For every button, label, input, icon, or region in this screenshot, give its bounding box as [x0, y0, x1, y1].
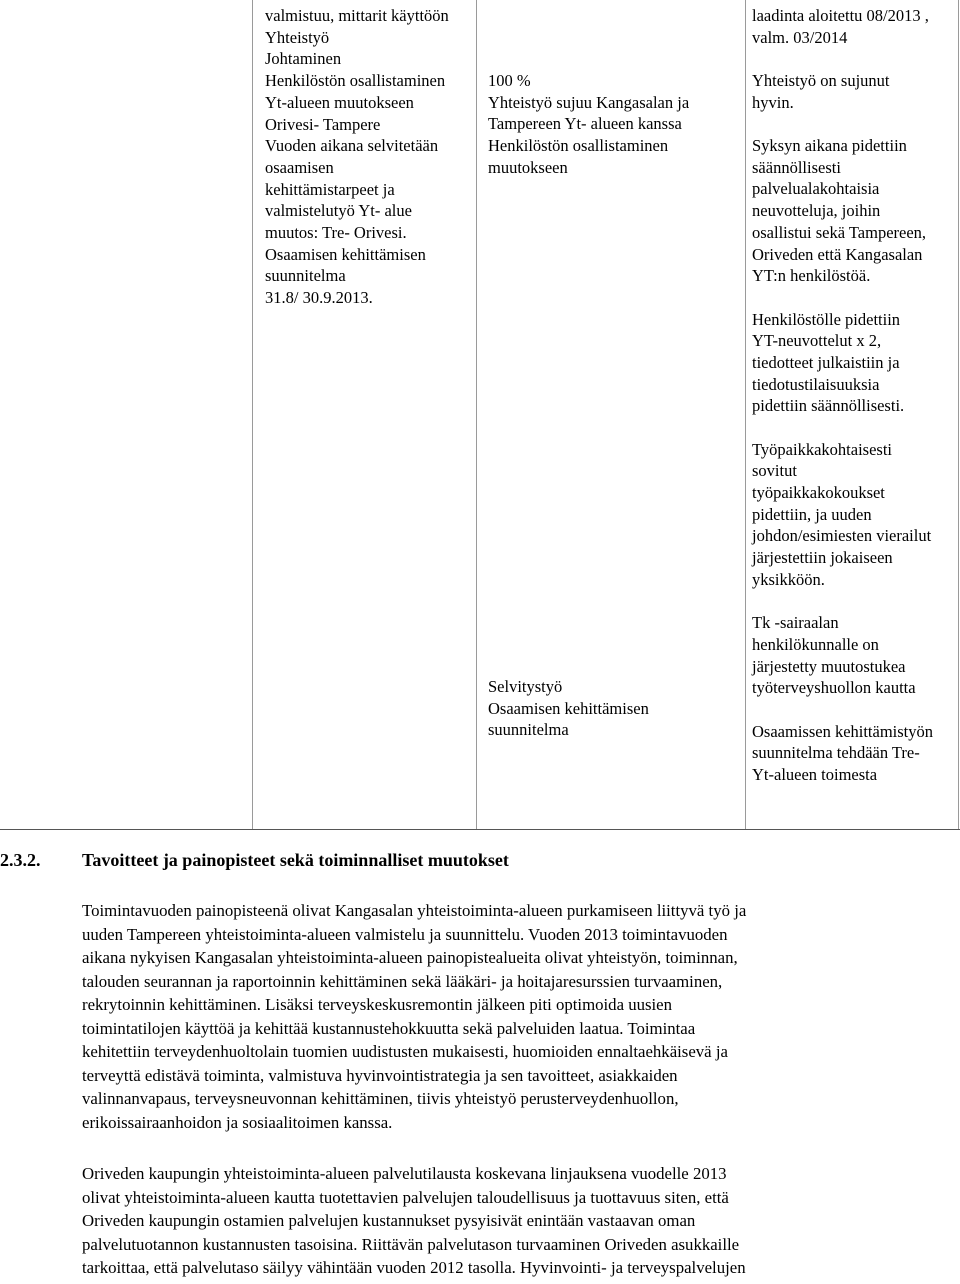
cell-line: pidettiin säännöllisesti. [752, 396, 905, 416]
table-bottom-border [0, 829, 960, 830]
paragraph-line: aikana nykyisen Kangasalan yhteistoiminta-alueen painopistealueita olivat yhteistyön, toiminnan, [82, 948, 738, 967]
cell-line: osallistui sekä Tampereen, [752, 222, 927, 242]
cell-line: valmistuu, mittarit käyttöön [265, 6, 449, 25]
cell-line: osaamisen [265, 157, 334, 177]
cell-line: YT-neuvottelut x 2, [752, 331, 882, 351]
paragraph-line: Oriveden kaupungin yhteistoiminta-alueen palvelutilausta koskevana linjauksena vuodelle 2013 [82, 1164, 727, 1183]
cell-line: työterveyshuollon kautta [752, 678, 916, 698]
cell-line: valmistelutyö Yt- alue [265, 201, 412, 221]
cell-line: kehittämistarpeet ja [265, 179, 395, 199]
table-cell-achievement-2 [488, 676, 649, 741]
cell-line: Osaamisen kehittämisen [265, 244, 426, 264]
paragraph-line: Oriveden kaupungin ostamien palvelujen kustannukset pysyisivät enintään vastaavan oman [82, 1211, 696, 1230]
cell-line: henkilökunnalle on [752, 634, 879, 654]
cell-line: Vuoden aikana selvitetään [265, 136, 439, 156]
paragraph-line: Toimintavuoden painopisteenä olivat Kangasalan yhteistoiminta-alueen purkamiseen liittyvä työ ja [82, 901, 747, 920]
paragraph-line: rekrytoinnin kehittäminen. Lisäksi terveyskeskusremontin jälkeen piti optimoida uusien [82, 995, 673, 1014]
cell-line: Yhteistyö on sujunut [752, 71, 890, 90]
paragraph-line: uuden Tampereen yhteistoiminta-alueen valmistelu ja suunnittelu. Vuoden 2013 toimintavuoden [82, 924, 728, 944]
body-paragraph-1 [82, 899, 952, 1134]
cell-line: Osaamissen kehittämistyön [752, 721, 934, 741]
cell-line: muutokseen [488, 157, 568, 177]
cell-line: Selvitystyö [488, 677, 563, 696]
table-divider-1 [476, 0, 477, 829]
section-title: Tavoitteet ja painopisteet sekä toiminnalliset muutokset [82, 850, 509, 870]
cell-line: 100 % [488, 71, 531, 90]
cell-line: säännöllisesti [752, 157, 841, 177]
cell-line: suunnitelma [265, 266, 346, 286]
cell-line: Tampereen Yt- alueen kanssa [488, 114, 682, 134]
cell-line: Oriveden että Kangasalan [752, 244, 923, 264]
cell-line: 31.8/ 30.9.2013. [265, 288, 373, 308]
body-paragraph-2 [82, 1162, 952, 1280]
table-border-left [252, 0, 253, 829]
cell-line: Osaamisen kehittämisen [488, 698, 649, 718]
cell-line: yksikköön. [752, 569, 825, 589]
cell-line: Yt-alueen muutokseen [265, 92, 414, 112]
paragraph-line: kehitettiin terveydenhuoltolain tuomien uudistusten mukaisesti, huomioiden ennaltaehkäisevä ja [82, 1042, 728, 1061]
table-cell-evaluation [752, 5, 933, 786]
cell-line: Tk -sairaalan [752, 613, 839, 633]
paragraph-line: erikoissairaanhoidon ja sosiaalitoimen kanssa. [82, 1112, 393, 1132]
table-border-right [958, 0, 959, 829]
cell-line: Yt-alueen toimesta [752, 764, 878, 784]
cell-line: hyvin. [752, 92, 794, 112]
section-number: 2.3.2. [0, 850, 41, 870]
paragraph-line: palvelutuotannon kustannusten tasoisina. Riittävän palvelutason turvaaminen Oriveden asukkaille [82, 1234, 740, 1254]
cell-line: Henkilöstön osallistaminen [265, 71, 446, 91]
cell-line: Henkilöstölle pidettiin [752, 309, 901, 329]
cell-line: sovitut [752, 461, 797, 481]
table-cell-goal [265, 5, 449, 309]
paragraph-line: tarkoittaa, että palvelutaso säilyy vähintään vuoden 2012 tasolla. Hyvinvointi- ja terveyspalvelujen [82, 1258, 746, 1277]
cell-line: Henkilöstön osallistaminen [488, 136, 669, 156]
cell-line: palvelualakohtaisia [752, 179, 880, 199]
cell-line: Yhteistyö sujuu Kangasalan ja [488, 92, 690, 112]
cell-line: Orivesi- Tampere [265, 114, 381, 134]
paragraph-line: toimintatilojen käyttöä ja kehittää kustannustehokkuutta sekä palveluiden laatua. Toimintaa [82, 1018, 696, 1038]
paragraph-line: valinnanvapaus, terveysneuvonnan kehittäminen, tiivis yhteistyö perusterveydenhuollon, [82, 1089, 679, 1108]
cell-line: suunnitelma tehdään Tre- [752, 743, 920, 763]
cell-line: Työpaikkakohtaisesti [752, 439, 892, 459]
cell-line: järjestettiin jokaiseen [752, 548, 893, 568]
cell-line: YT:n henkilöstöä. [752, 266, 871, 286]
paragraph-line: olivat yhteistoiminta-alueen kautta tuotettavien palvelujen taloudellisuus ja tuottavuus siten, että [82, 1187, 729, 1207]
paragraph-line: talouden seurannan ja raportoinnin kehittäminen sekä lääkäri- ja hoitajaresurssien turvaaminen, [82, 971, 723, 991]
cell-line: Yhteistyö [265, 27, 330, 47]
cell-line: Johtaminen [265, 49, 342, 69]
cell-line: muutos: Tre- Orivesi. [265, 223, 407, 243]
cell-line: työpaikkakokoukset [752, 483, 885, 503]
table-cell-achievement [488, 70, 689, 179]
cell-line: tiedotustilaisuuksia [752, 374, 880, 394]
cell-line: järjestetty muutostukea [752, 656, 906, 676]
cell-line: valm. 03/2014 [752, 27, 848, 47]
paragraph-line: terveyttä edistävä toiminta, valmistuva hyvinvointistrategia ja sen tavoitteet, asiakkaiden [82, 1065, 678, 1085]
cell-line: suunnitelma [488, 720, 569, 740]
cell-line: johdon/esimiesten vierailut [752, 526, 932, 546]
table-divider-2 [745, 0, 746, 829]
cell-line: Syksyn aikana pidettiin [752, 136, 907, 155]
cell-line: pidettiin, ja uuden [752, 504, 872, 524]
cell-line: neuvotteluja, joihin [752, 201, 881, 221]
cell-line: laadinta aloitettu 08/2013 , [752, 6, 929, 25]
cell-line: tiedotteet julkaistiin ja [752, 352, 900, 372]
